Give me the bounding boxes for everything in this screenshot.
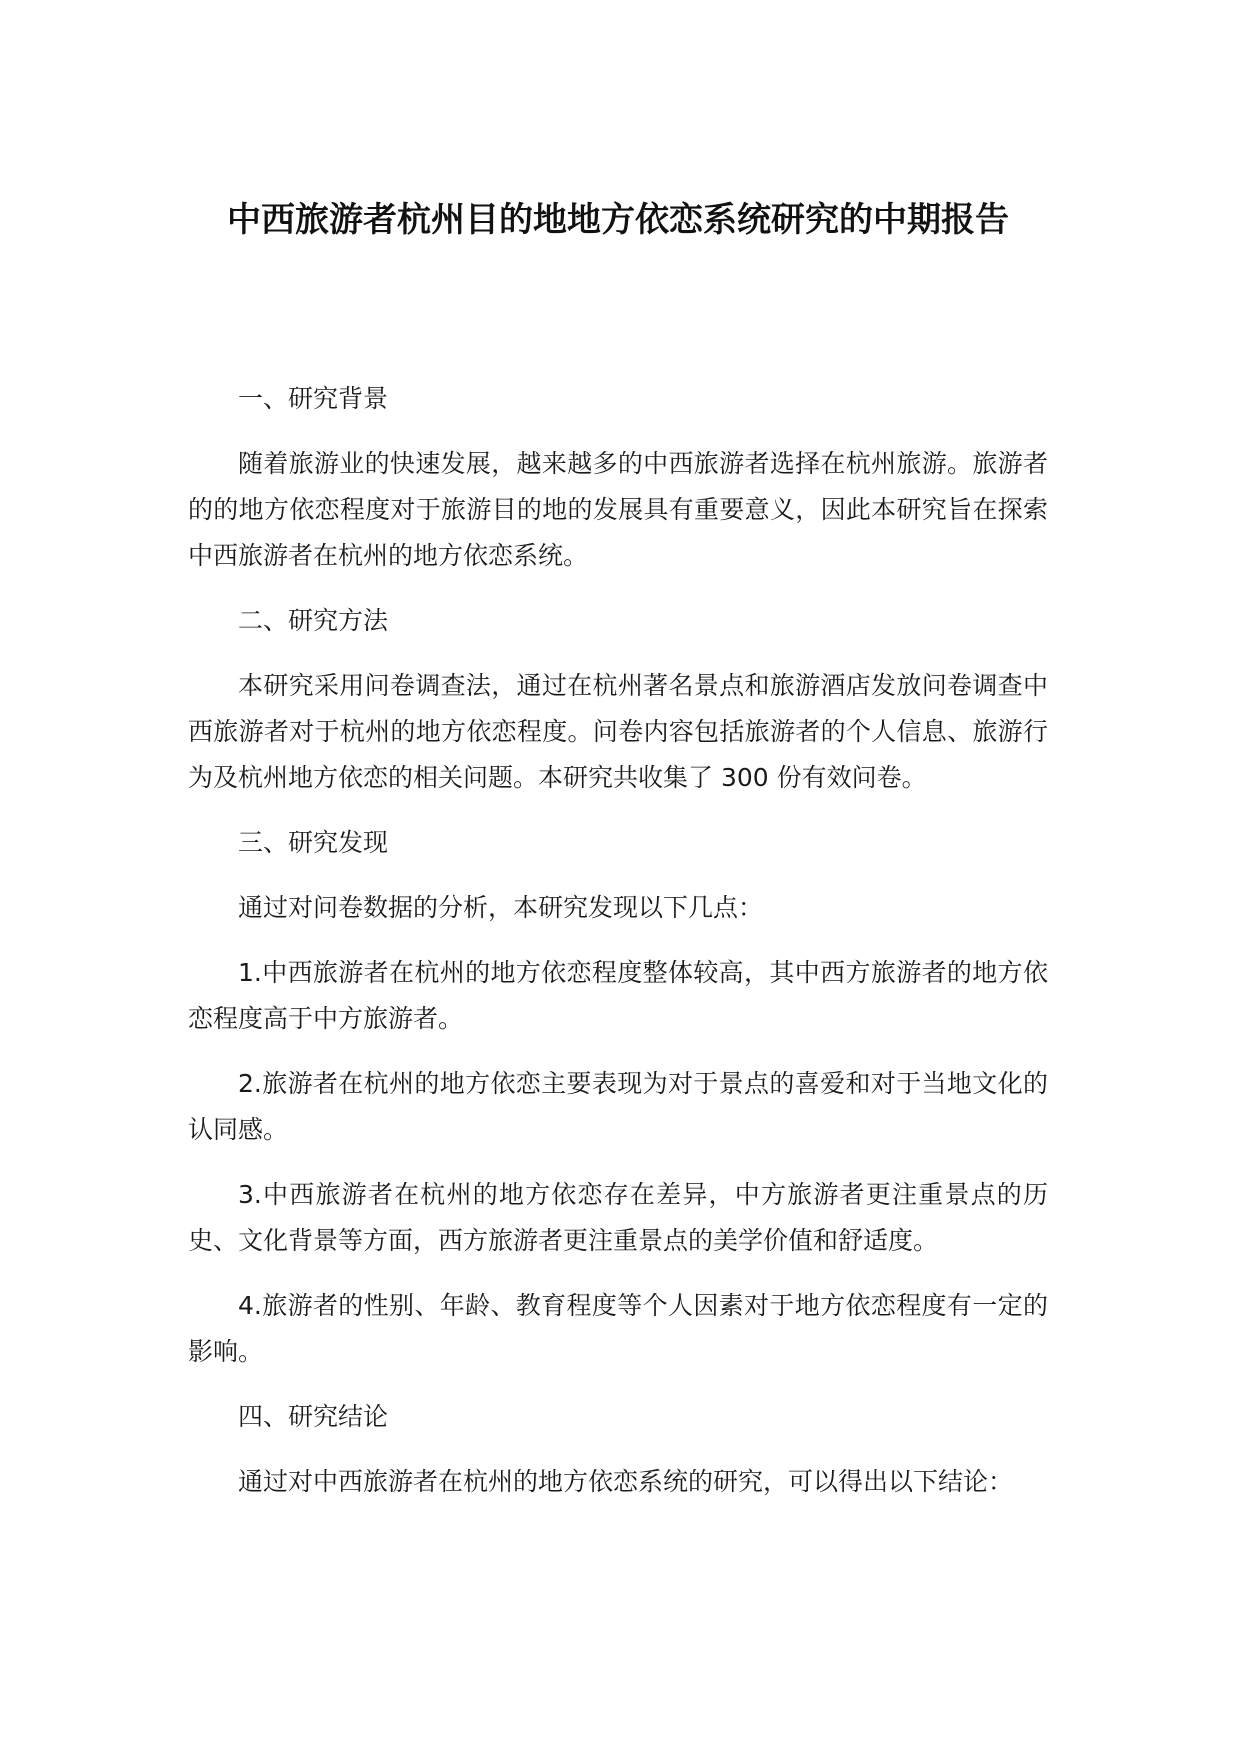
section-heading-methods: 二、研究方法	[238, 606, 389, 635]
paragraph-findings-intro: 通过对问卷数据的分析，本研究发现以下几点：	[238, 893, 764, 922]
finding-item-1: 1.中西旅游者在杭州的地方依恋程度整体较高，其中西方旅游者的地方依恋程度高于中方旅游者。	[188, 958, 1048, 1033]
section-heading-findings: 三、研究发现	[238, 828, 389, 857]
section-heading-background: 一、研究背景	[238, 384, 389, 413]
document-title: 中西旅游者杭州目的地地方依恋系统研究的中期报告	[227, 200, 1009, 240]
paragraph-background: 随着旅游业的快速发展，越来越多的中西旅游者选择在杭州旅游。旅游者的的地方依恋程度对于旅游目的地的发展具有重要意义，因此本研究旨在探索中西旅游者在杭州的地方依恋系统。	[188, 449, 1048, 570]
finding-item-3: 3.中西旅游者在杭州的地方依恋存在差异，中方旅游者更注重景点的历史、文化背景等方面，西方旅游者更注重景点的美学价值和舒适度。	[188, 1180, 1048, 1255]
finding-item-2: 2.旅游者在杭州的地方依恋主要表现为对于景点的喜爱和对于当地文化的认同感。	[188, 1069, 1048, 1144]
section-heading-conclusion: 四、研究结论	[238, 1402, 389, 1431]
paragraph-conclusion-intro: 通过对中西旅游者在杭州的地方依恋系统的研究，可以得出以下结论：	[238, 1467, 1014, 1496]
document-body	[188, 376, 1048, 1524]
finding-item-4: 4.旅游者的性别、年龄、教育程度等个人因素对于地方依恋程度有一定的影响。	[188, 1291, 1048, 1366]
paragraph-methods: 本研究采用问卷调查法，通过在杭州著名景点和旅游酒店发放问卷调查中西旅游者对于杭州的地方依恋程度。问卷内容包括旅游者的个人信息、旅游行为及杭州地方依恋的相关问题。本研究共收集了 300 份有效问卷。	[188, 671, 1048, 792]
